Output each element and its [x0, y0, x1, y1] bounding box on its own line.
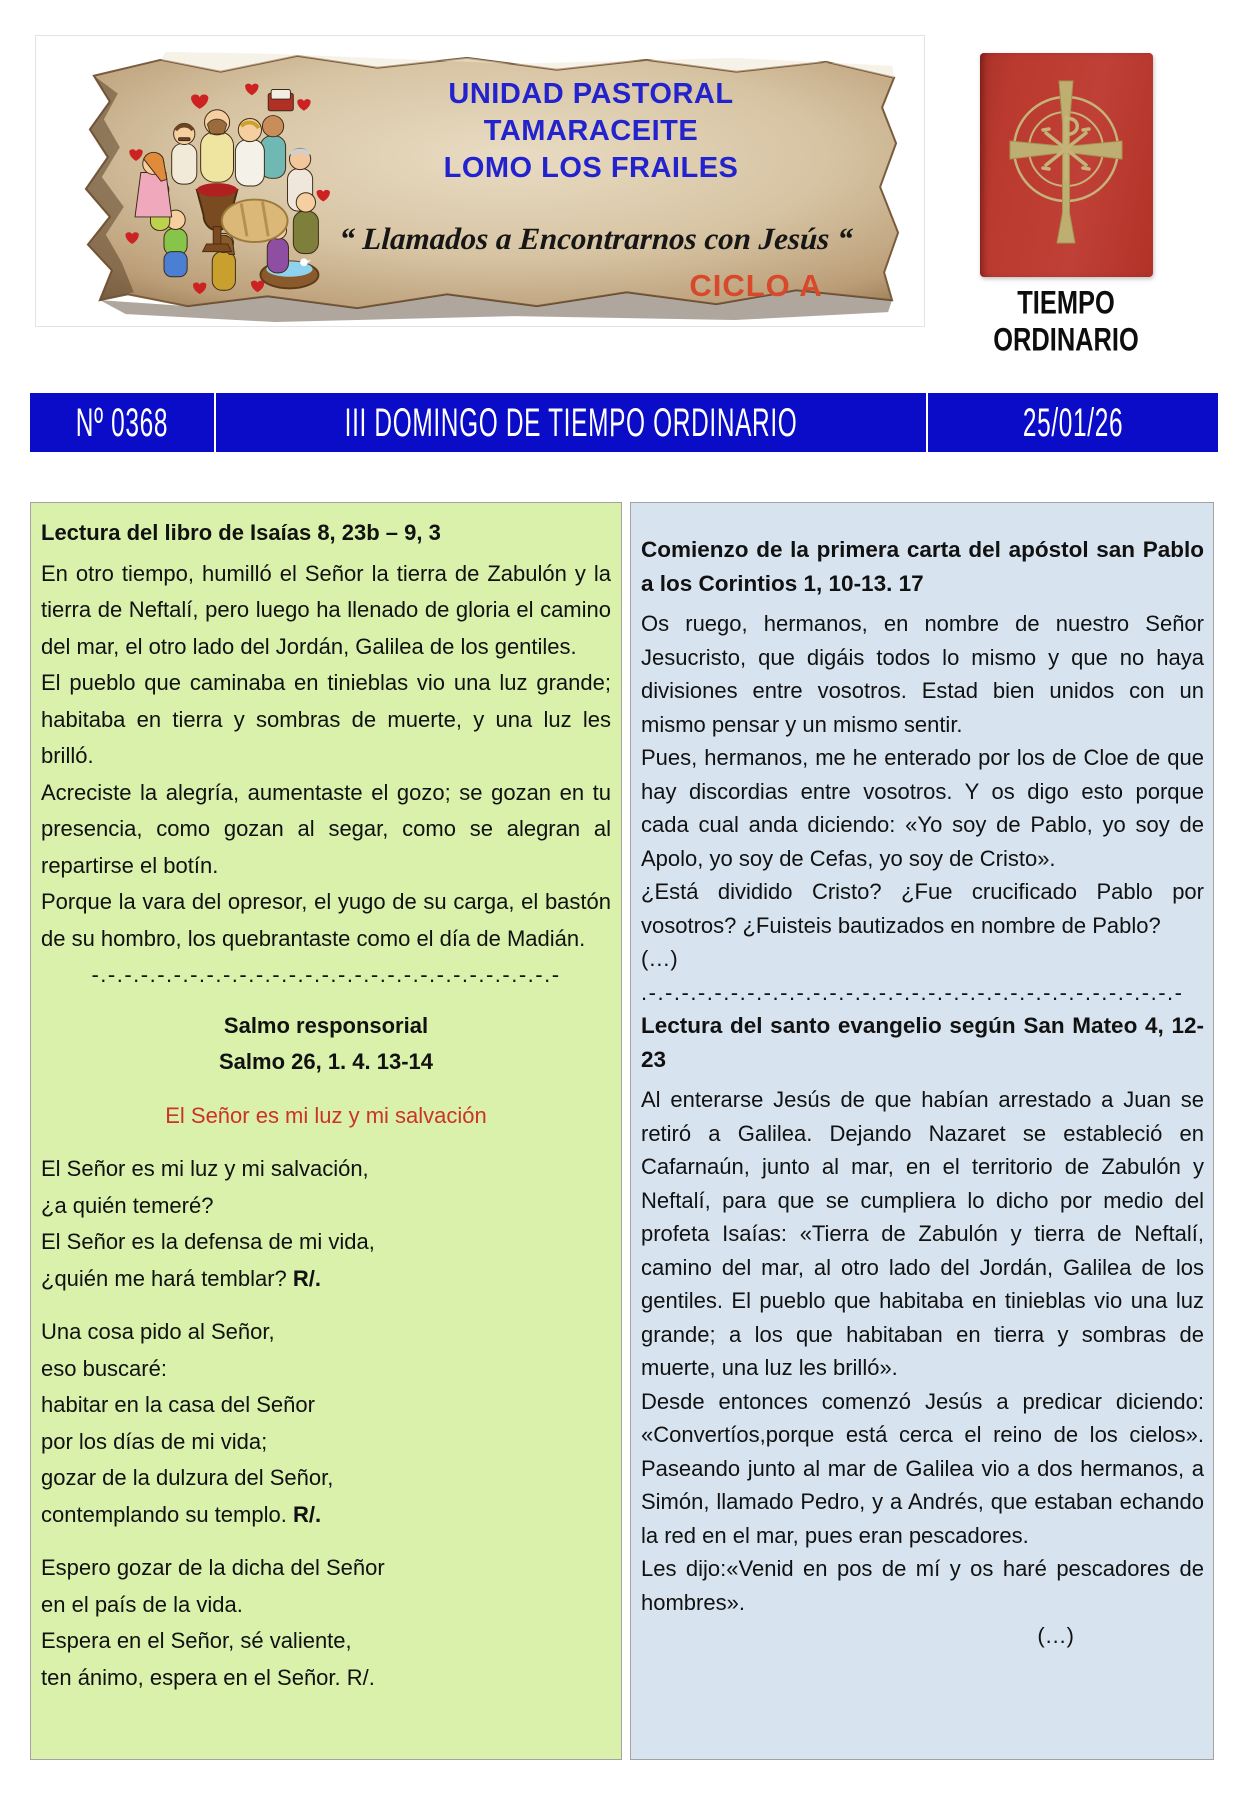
lectionary-book-cover: [980, 53, 1153, 277]
psalm-title: Salmo responsorial: [223, 1012, 429, 1038]
psalm-verse-line: Espero gozar de la dicha del Señor: [41, 1555, 385, 1580]
psalm-verse-line: contemplando su templo. R/.: [41, 1501, 322, 1527]
reading-paragraph: Os ruego, hermanos, en nombre de nuestro Señor Jesucristo, que digáis todos lo mismo y que no haya divisiones entre vosotros. Estad bien unidos con un mismo pensar y un mismo sentir.: [641, 611, 1204, 737]
psalm-stanza: [41, 1550, 611, 1696]
person-reader: [261, 90, 294, 179]
sunday-title: III DOMINGO DE TIEMPO ORDINARIO: [344, 399, 798, 445]
psalm-stanza: [41, 1151, 611, 1297]
psalm-stanza: [41, 1314, 611, 1533]
psalm-verse-line: Una cosa pido al Señor,: [41, 1319, 275, 1344]
person-mustache-man: [172, 123, 197, 184]
dashed-separator: -.-.-.-.-.-.-.-.-.-.-.-.-.-.-.-.-.-.-.-.-.-.-.-.-.-.-.-.-: [91, 962, 561, 987]
reading-paragraph: El pueblo que caminaba en tinieblas vio una luz grande; habitaba en tierra y sombras de muerte, y una luz les brilló.: [41, 670, 611, 768]
psalm-verse-line: El Señor es mi luz y mi salvación,: [41, 1156, 369, 1181]
bread-icon: [222, 200, 288, 242]
psalm-verse-line: ¿a quién temeré?: [41, 1192, 214, 1218]
person-jesus: [201, 110, 234, 182]
book-caption-line: TIEMPO: [1017, 284, 1115, 321]
reading-paragraph: Porque la vara del opresor, el yugo de su carga, el bastón de su hombro, los quebrantaste como el día de Madián.: [41, 889, 611, 951]
issue-number: Nº 0368: [75, 399, 169, 445]
psalm-verse-line: por los días de mi vida;: [41, 1428, 268, 1454]
psalm-verse-line: El Señor es la defensa de mi vida,: [41, 1229, 375, 1254]
psalm-verse-line: en el país de la vida.: [41, 1591, 243, 1617]
reading-paragraph: ¿Está dividido Cristo? ¿Fue crucificado Pablo por vosotros? ¿Fuisteis bautizados en nombre de Pablo?: [641, 879, 1204, 938]
second-reading-heading: Comienzo de la primera carta del apóstol san Pablo a los Corintios 1, 10-13. 17: [641, 537, 1204, 596]
psalm-verse-line: ¿quién me hará temblar? R/.: [41, 1265, 322, 1291]
parish-title: [406, 76, 776, 187]
reading-paragraph: Les dijo:«Venid en pos de mí y os haré pescadores de hombres».: [641, 1556, 1204, 1615]
reading-paragraph: En otro tiempo, humilló el Señor la tierra de Zabulón y la tierra de Neftalí, pero luego ha llenado de gloria el camino del mar, el otro lado del Jordán, Galilea de los gentiles.: [41, 560, 611, 659]
person-white-shirt: [235, 118, 264, 186]
issue-number-cell: [30, 393, 214, 452]
chi-rho-cross-icon: [980, 53, 1153, 277]
psalm-verse-line: eso buscaré:: [41, 1355, 167, 1381]
motto-quote: “ Llamados a Encontrarnos con Jesús “: [338, 221, 854, 256]
community-illustration: [108, 72, 330, 302]
reading-paragraph: Acreciste la alegría, aumentaste el gozo; se gozan en tu presencia, como gozan al segar, como se alegran al repartirse el botín.: [41, 779, 611, 878]
psalm-reference: Salmo 26, 1. 4. 13-14: [218, 1049, 434, 1074]
ellipsis-mark: (…): [1037, 1623, 1074, 1648]
reading-paragraph: Al enterarse Jesús de que habían arrestado a Juan se retiró a Galilea. Dejando Nazaret se estableció en Cafarnaún, junto al mar, en el territorio de Zabulón y Neftalí, para que se cumpliera lo dicho por medio del profeta Isaías: «Tierra de Zabulón y tierra de Neftalí, camino del mar, al otro lado del Jordán, Galilea de los gentiles. El pueblo que habitaba en tinieblas vio una luz grande; a los que habitaban en tierra y sombras de muerte, una luz les brilló».: [641, 1087, 1204, 1380]
ellipsis-mark: (…): [641, 946, 678, 971]
reading-paragraph: Desde entonces comenzó Jesús a predicar diciendo: «Convertíos,porque está cerca el reino de los cielos». Paseando junto al mar de Galilea vio a dos hermanos, a Simón, llamado Pedro, y a Andrés, que estaban echando la red en el mar, pues eran pescadores.: [641, 1388, 1204, 1548]
book-caption: [906, 284, 1226, 358]
person-pink-lady: [135, 152, 172, 217]
parchment-banner: [35, 35, 925, 327]
issue-date: 25/01/26: [1022, 399, 1124, 445]
issue-banner: [30, 393, 1218, 452]
dashed-separator: .-.-.-.-.-.-.-.-.-.-.-.-.-.-.-.-.-.-.-.-.-.-.-.-.-.-.-.-.-.-.-.-.-: [641, 979, 1184, 1005]
sunday-title-cell: [216, 393, 926, 452]
parish-title-line: TAMARACEITE: [483, 115, 699, 147]
date-cell: [928, 393, 1218, 452]
reading-paragraph: Pues, hermanos, me he enterado por los de Cloe de que hay discordias entre vosotros. Y os digo esto porque cada cual anda diciendo: «Yo soy de Pablo, yo soy de Apolo, yo soy de Cefas, yo soy de Cristo».: [641, 745, 1204, 871]
liturgical-cycle-label: CICLO A: [689, 268, 823, 303]
parish-title-line: UNIDAD PASTORAL: [448, 78, 734, 110]
gospel-heading: Lectura del santo evangelio según San Mateo 4, 12-23: [641, 1013, 1204, 1072]
book-caption-line: ORDINARIO: [993, 321, 1139, 358]
parish-title-line: LOMO LOS FRAILES: [443, 152, 739, 184]
psalm-verse-line: gozar de la dulzura del Señor,: [41, 1465, 334, 1490]
first-reading-heading: Lectura del libro de Isaías 8, 23b – 9, 3: [41, 520, 441, 545]
psalm-verse-line: habitar en la casa del Señor: [41, 1392, 315, 1417]
psalm-verse-line: ten ánimo, espera en el Señor. R/.: [41, 1664, 375, 1690]
second-reading-column: [630, 502, 1214, 1760]
psalm-verse-line: Espera en el Señor, sé valiente,: [41, 1628, 352, 1653]
first-reading-column: [30, 502, 622, 1760]
psalm-antiphon: El Señor es mi luz y mi salvación: [165, 1102, 487, 1128]
